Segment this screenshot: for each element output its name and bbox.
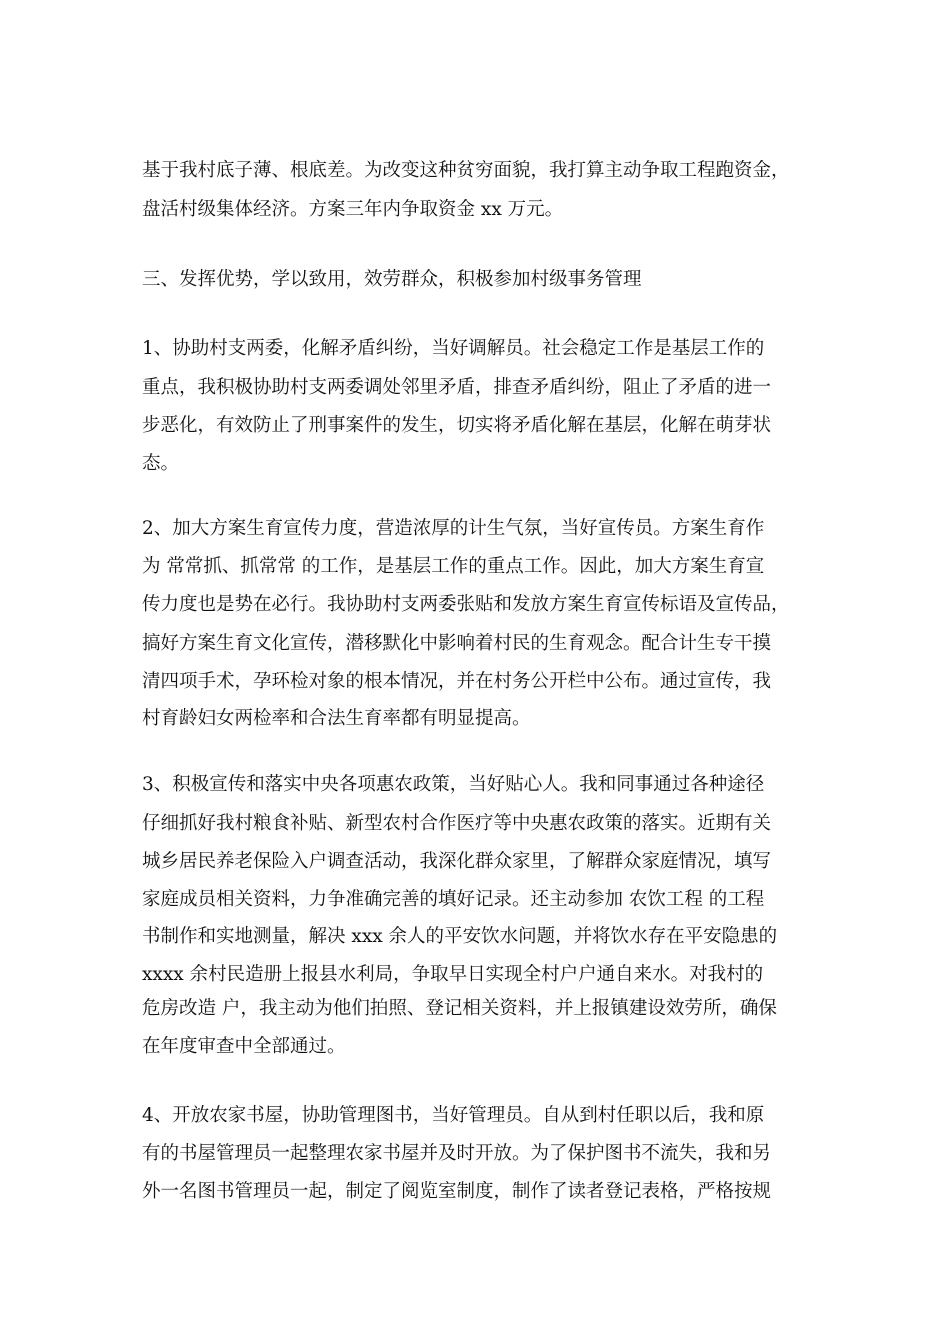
paragraph-line: 基于我村底子薄、根底差。为改变这种贫穷面貌，我打算主动争取工程跑资金， [142,160,790,181]
paragraph-line: 危房改造 户，我主动为他们拍照、登记相关资料，并上报镇建设效劳所，确保 [142,998,777,1019]
paragraph-line: 为 常常抓、抓常常 的工作，是基层工作的重点工作。因此，加大方案生育宣 [142,556,765,577]
paragraph-line: 清四项手术，孕环检对象的根本情况，并在村务公开栏中公布。通过宣传，我 [142,671,772,692]
paragraph-line: 村育龄妇女两检率和合法生育率都有明显提高。 [142,708,531,729]
paragraph-line: 盘活村级集体经济。方案三年内争取资金 xx 万元。 [142,199,564,220]
paragraph-line: 家庭成员相关资料，力争准确完善的填好记录。还主动参加 农饮工程 的工程 [142,889,765,910]
paragraph-line: 城乡居民养老保险入户调查活动，我深化群众家里，了解群众家庭情况，填写 [142,851,772,872]
paragraph-line: 态。 [142,453,180,474]
paragraph-line: 传力度也是势在必行。我协助村支两委张贴和发放方案生育宣传标语及宣传品， [142,594,790,615]
paragraph-line: 搞好方案生育文化宣传，潜移默化中影响着村民的生育观念。配合计生专干摸 [142,633,772,654]
paragraph-line: 1、协助村支两委，化解矛盾纠纷，当好调解员。社会稳定工作是基层工作的 [142,338,765,359]
paragraph-line: 3、积极宣传和落实中央各项惠农政策，当好贴心人。我和同事通过各种途径 [142,774,765,795]
paragraph-line: xxxx 余村民造册上报县水利局，争取早日实现全村户户通自来水。对我村的 [142,964,764,985]
paragraph-line: 2、加大方案生育宣传力度，营造浓厚的计生气氛，当好宣传员。方案生育作 [142,518,765,539]
paragraph-line: 外一名图书管理员一起，制定了阅览室制度，制作了读者登记表格，严格按规 [142,1181,772,1202]
paragraph-line: 仔细抓好我村粮食补贴、新型农村合作医疗等中央惠农政策的落实。近期有关 [142,813,772,834]
paragraph-line: 步恶化，有效防止了刑事案件的发生，切实将矛盾化解在基层，化解在萌芽状 [142,415,772,436]
paragraph-line: 书制作和实地测量，解决 xxx 余人的平安饮水问题，并将饮水存在平安隐患的 [142,926,778,947]
paragraph-line: 重点，我积极协助村支两委调处邻里矛盾，排查矛盾纠纷，阻止了矛盾的进一 [142,377,772,398]
section-heading: 三、发挥优势，学以致用，效劳群众，积极参加村级事务管理 [142,269,642,290]
paragraph-line: 在年度审查中全部通过。 [142,1036,346,1057]
paragraph-line: 4、开放农家书屋，协助管理图书，当好管理员。自从到村任职以后，我和原 [142,1105,765,1126]
paragraph-line: 有的书屋管理员一起整理农家书屋并及时开放。为了保护图书不流失，我和另 [142,1143,772,1164]
